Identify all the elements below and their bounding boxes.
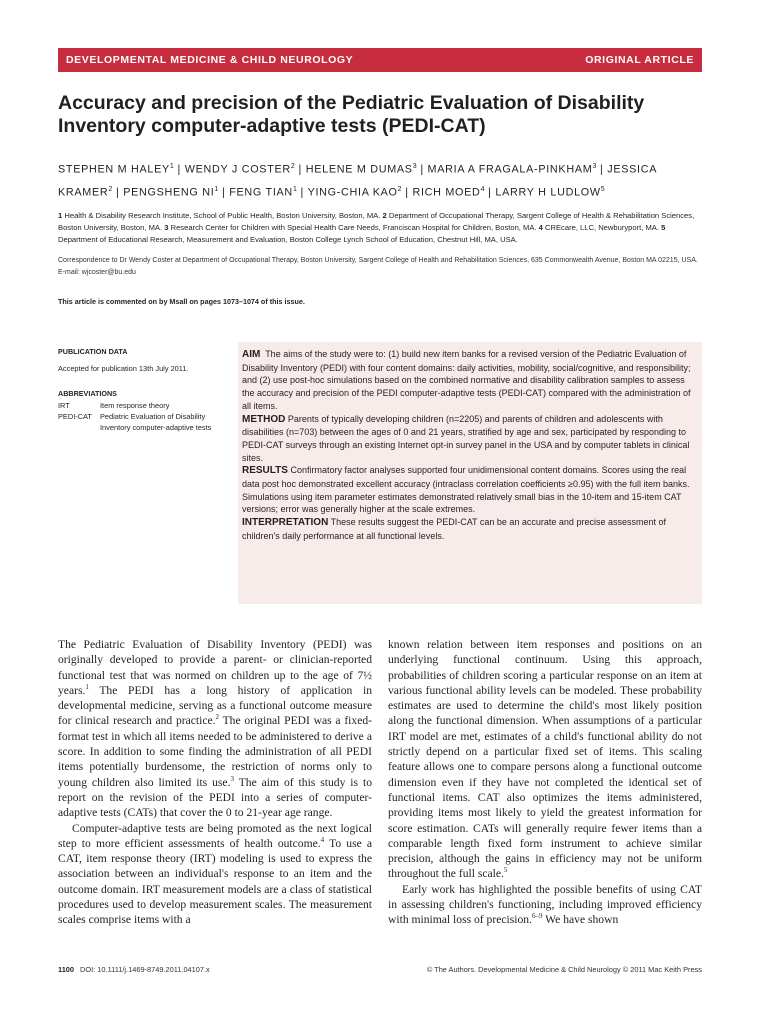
author-name: MARIA A FRAGALA-PINKHAM	[427, 163, 593, 176]
page-number: 1100	[58, 965, 75, 974]
author-name: YING-CHIA KAO	[307, 186, 398, 199]
abstract-interpretation	[242, 516, 694, 542]
abstract-method	[242, 413, 694, 465]
author-affiliation-mark: 1	[169, 163, 174, 170]
body-paragraph: known relation between item responses and positions on an underlying functional continuum. Using this approach, probabilities of children scoring a particular response on an item at various functional ability levels can be modeled. These probability estimates are used to determine the child's most likely position along the functional dimension. When assumptions of a particular IRT model are met, estimates of a child's functional ability do not strictly depend on a particular fixed set of items. This scaling feature allows one to compare persons along a functional outcome dimension even if they have not completed the identical set of functional items. CAT also optimizes the items administered, providing items most likely to yield the greatest information for score estimation. CATs will generally require fewer items than a comparable length fixed form instrument to achieve similar precision, although the gains in efficiency may not be uniform throughout the full scale.$^5$	[388, 638, 702, 881]
method-text: Parents of typically developing children (n=2205) and parents of children and adolescents with disabilities (n=703) between the ages of 0 and 21 years, stratified by age and sex, participated by responding to PEDI-CAT surveys through an existing Internet opt-in survey panel in the USA and by computer tablets in clinical sites.	[242, 413, 690, 463]
author-affiliation-mark: 1	[292, 186, 297, 194]
reference-mark: 2	[215, 713, 220, 722]
publication-data-heading: PUBLICATION DATA	[58, 347, 128, 356]
abbreviation-value: Pediatric Evaluation of Disability Inventory computer-adaptive tests	[100, 411, 212, 433]
abstract-box	[238, 342, 702, 604]
author-affiliation-mark: 2	[108, 186, 113, 194]
author-affiliation-mark: 5	[600, 186, 605, 194]
affiliation-number: 2	[382, 211, 387, 220]
author-name: JESSICA KRAMER	[58, 163, 657, 199]
journal-name: DEVELOPMENTAL MEDICINE & CHILD NEUROLOGY	[66, 54, 354, 66]
reference-mark: 1	[85, 683, 89, 692]
abbreviation-row	[58, 400, 234, 411]
author-name: WENDY J COSTER	[184, 163, 291, 176]
author-name: FENG TIAN	[229, 186, 293, 199]
author-affiliation-mark: 2	[290, 163, 295, 170]
affiliation-text: Research Center for Children with Special Health Care Needs, Franciscan Hospital for Children, Boston, MA.	[170, 223, 537, 233]
affiliation-text: CREcare, LLC, Newburyport, MA.	[545, 223, 659, 233]
abbreviation-key: PEDI-CAT	[58, 411, 92, 421]
author-affiliation-mark: 4	[480, 186, 485, 194]
abstract-results	[242, 464, 694, 516]
author-affiliation-mark: 1	[214, 186, 219, 194]
author-name: HELENE M DUMAS	[305, 163, 413, 176]
abbreviation-list	[58, 400, 234, 434]
reference-mark: 5	[503, 866, 508, 875]
copyright: © The Authors. Developmental Medicine & Child Neurology © 2011 Mac Keith Press	[426, 965, 702, 974]
publication-data-text: Accepted for publication 13th July 2011.	[58, 364, 189, 374]
results-text: Confirmatory factor analyses supported four unidimensional content domains. Scores using the real data post hoc demonstrated excellent accuracy (intraclass correlation coefficients ≥0.95) with the full item banks. Simulations using item parameter estimates demonstrated relatively small bias in the 10-item and 15-item CAT versions; error was generally higher at the scale extremes.	[242, 465, 690, 515]
affiliation-number: 5	[661, 223, 666, 233]
abbreviation-row	[58, 411, 234, 433]
footer-left	[58, 965, 210, 974]
body-paragraph: The Pediatric Evaluation of Disability Inventory (PEDI) was originally developed to provide a parent- or clinician-reported functional test that was normed on children up to the age of 7½ years.$^1$ The PEDI has a long history of application in developmental medicine, serving as a functional outcome measure for clinical research and practice.$^2$ The original PEDI was a fixed-format test in which all items needed to be administered to derive a score. In addition to some finding the administration of all PEDI items potentially burdensome, the restriction of norms only to young children also limited its use.$^3$ The aim of this study is to report on the revision of the PEDI into a series of computer-adaptive tests (CATs) that cover the 0 to 21-year age range.	[58, 638, 372, 820]
body-column-right	[388, 637, 702, 928]
interpretation-heading: INTERPRETATION	[242, 517, 329, 529]
body-column-left	[58, 637, 372, 928]
correspondence: Correspondence to Dr Wendy Coster at Department of Occupational Therapy, Boston University, Sargent College of Health and Rehabilitation Sciences, 635 Commonwealth Avenue, Boston MA 02215, USA. E-mail: wjcoster@bu.edu	[58, 257, 698, 276]
author-affiliation-mark: 3	[592, 163, 597, 170]
aim-text: The aims of the study were to: (1) build new item banks for a revised version of the Pediatric Evaluation of Disability Inventory (PEDI) with four content domains: daily activities, mobility, social/cognitive, and responsibility; and (2) use post-hoc simulations based on the combined normative and disability calibration samples to assess the accuracy and precision of the PEDI computer-adaptive tests (PEDI-CAT) compared with the administration of all items.	[242, 349, 691, 411]
affiliation-number: 1	[58, 211, 63, 220]
article-title: Accuracy and precision of the Pediatric Evaluation of Disability Inventory computer-adaptive tests (PEDI-CAT)	[58, 92, 645, 137]
author-affiliation-mark: 3	[412, 163, 417, 170]
comment-note: This article is commented on by Msall on pages 1073–1074 of this issue.	[58, 297, 305, 306]
affiliation-text: Department of Occupational Therapy, Sargent College of Health & Rehabilitation Sciences, Boston University, Boston, MA.	[58, 211, 695, 233]
body-paragraph: Early work has highlighted the possible benefits of using CAT in assessing children's functioning, including improved efficiency with minimal loss of precision.$^{6-9}$ We have shown	[388, 882, 702, 927]
author-name: STEPHEN M HALEY	[58, 163, 170, 176]
journal-banner	[58, 48, 702, 72]
author-name: LARRY H LUDLOW	[495, 186, 601, 199]
results-heading: RESULTS	[242, 465, 288, 477]
sidebar	[58, 346, 234, 433]
author-list: STEPHEN M HALEY$^1$ | WENDY J COSTER$^2$ | HELENE M DUMAS$^3$ | MARIA A FRAGALA-PINKHAM$^3$ | JESSICA KRAMER$^2$ | PENGSHENG $NI^1$ | FENG TIAN$^1$ | YING-CHIA KAO$^2$ | RICH MOED$^4$ | LARRY H LUDLOW$^5$	[58, 163, 657, 199]
doi: DOI: 10.1111/j.1469-8749.2011.04107.x	[80, 965, 210, 974]
author-name: PENGSHENG NI	[123, 186, 215, 199]
affiliation-number: 4	[538, 223, 543, 233]
reference-mark: 6–9	[531, 912, 543, 921]
abstract-aim	[242, 348, 694, 413]
author-name: RICH MOED	[412, 186, 481, 199]
abbreviation-key: IRT	[58, 400, 70, 410]
page-footer	[58, 965, 702, 974]
affiliation-text: Department of Educational Research, Measurement and Evaluation, Boston College Lynch School of Education, Chestnut Hill, MA, USA.	[58, 235, 518, 245]
author-affiliation-mark: 2	[397, 186, 402, 194]
article-type: ORIGINAL ARTICLE	[585, 54, 694, 66]
reference-mark: 3	[230, 774, 234, 783]
affiliations	[58, 210, 698, 246]
affiliation-number: 3	[164, 223, 169, 233]
body-paragraph: Computer-adaptive tests are being promoted as the next logical step to more efficient assessments of health outcome.$^4$ To use a CAT, item response theory (IRT) modeling is used to express the association between an individual's response to an item and the outcome domain. IRT measurement models are a class of statistical procedures used to develop measurement scales. The measurement scales comprise items with a	[58, 821, 372, 927]
method-heading: METHOD	[242, 413, 286, 425]
affiliation-text: Health & Disability Research Institute, School of Public Health, Boston University, Boston, MA.	[64, 211, 381, 220]
abbreviations-heading: ABBREVIATIONS	[58, 389, 117, 399]
reference-mark: 4	[320, 836, 325, 844]
abbreviation-value: Item response theory	[100, 400, 170, 410]
interpretation-text: These results suggest the PEDI-CAT can be an accurate and precise assessment of children's daily performance at all functional levels.	[242, 517, 666, 541]
aim-heading: AIM	[242, 349, 261, 360]
